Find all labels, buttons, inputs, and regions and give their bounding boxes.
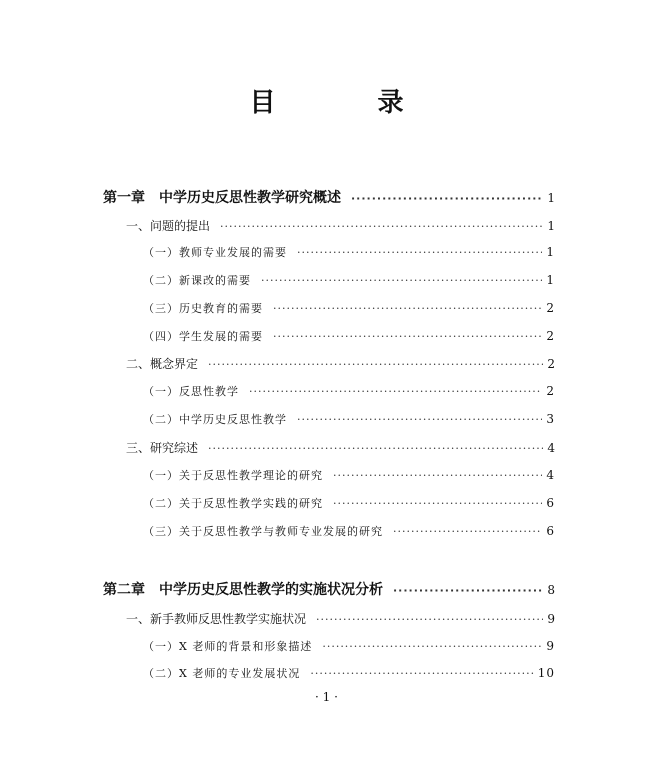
toc-entry[interactable] — [143, 272, 555, 288]
toc-entry-text: 二、概念界定 — [126, 357, 199, 371]
toc-entry-text: 一、新手教师反思性教学实施状况 — [126, 612, 307, 626]
dot-leader — [322, 640, 542, 653]
dot-leader — [316, 613, 543, 626]
page-number-footer: · 1 · — [315, 690, 338, 704]
toc-entry[interactable] — [143, 665, 555, 681]
toc-entry-text: 第一章 中学历史反思性教学研究概述 — [103, 190, 341, 206]
toc-entry[interactable] — [143, 411, 555, 427]
toc-entry-page: 8 — [547, 583, 555, 597]
dot-leader — [393, 525, 542, 538]
toc-entry-text: 三、研究综述 — [126, 441, 199, 455]
toc-entry-page: 4 — [546, 468, 555, 482]
toc-entry-text: （二）中学历史反思性教学 — [143, 413, 287, 426]
dot-leader — [208, 442, 543, 455]
toc-entry-text: （三）历史教育的需要 — [143, 302, 263, 315]
toc-entry-text: （二）X 老师的专业发展状况 — [143, 667, 301, 680]
toc-entry-page: 4 — [547, 441, 555, 455]
dot-leader — [297, 413, 542, 426]
toc-entry-text: 一、问题的提出 — [126, 219, 211, 233]
toc-entry-text: （一）关于反思性教学理论的研究 — [143, 469, 323, 482]
toc-entry-page: 2 — [546, 301, 555, 315]
toc-entry-page: 9 — [546, 639, 555, 653]
toc-entry-page: 2 — [546, 329, 555, 343]
toc-entry[interactable] — [143, 523, 555, 539]
toc-entry[interactable] — [143, 495, 555, 511]
toc-entry[interactable] — [143, 244, 555, 260]
dot-leader — [333, 469, 542, 482]
toc-entry-page: 3 — [546, 412, 555, 426]
toc-entry-text: （一）教师专业发展的需要 — [143, 246, 287, 259]
toc-entry-page: 1 — [546, 245, 555, 259]
toc-entry[interactable] — [126, 355, 555, 372]
toc-entry-page: 1 — [546, 273, 555, 287]
toc-entry[interactable] — [143, 328, 555, 344]
dot-leader — [333, 497, 542, 510]
dot-leader — [297, 246, 542, 259]
dot-leader — [351, 192, 543, 205]
dot-leader — [261, 274, 542, 287]
dot-leader — [393, 584, 543, 597]
page-title: 目 录 — [249, 88, 442, 118]
toc-entry[interactable] — [143, 638, 555, 654]
toc-entry[interactable] — [143, 300, 555, 316]
toc-entry-text: （二）关于反思性教学实践的研究 — [143, 497, 323, 510]
dot-leader — [273, 330, 542, 343]
toc-entry[interactable] — [103, 579, 555, 599]
toc-entry-text: （三）关于反思性教学与教师专业发展的研究 — [143, 525, 383, 538]
toc-entry-page: 2 — [547, 357, 555, 371]
toc-entry[interactable] — [143, 467, 555, 483]
toc-entry[interactable] — [103, 187, 555, 207]
toc-entry-page: 1 — [547, 219, 555, 233]
toc-entry-text: （四）学生发展的需要 — [143, 330, 263, 343]
toc-entry-text: 第二章 中学历史反思性教学的实施状况分析 — [103, 582, 383, 598]
toc-entry-page: 2 — [546, 384, 555, 398]
toc-entry[interactable] — [126, 610, 555, 627]
toc-entry[interactable] — [126, 217, 555, 234]
toc-entry[interactable] — [126, 439, 555, 456]
toc-entry-text: （一）X 老师的背景和形象描述 — [143, 640, 313, 653]
toc-entry-page: 9 — [547, 612, 555, 626]
toc-entry-page: 6 — [546, 524, 555, 538]
toc-entry-text: （一）反思性教学 — [143, 385, 239, 398]
dot-leader — [249, 385, 542, 398]
dot-leader — [220, 220, 543, 233]
toc-entry-page: 6 — [546, 496, 555, 510]
toc-entry-page: 10 — [537, 666, 555, 680]
dot-leader — [310, 667, 533, 680]
toc-entry-text: （二）新课改的需要 — [143, 274, 251, 287]
dot-leader — [273, 302, 542, 315]
toc-entry-page: 1 — [547, 191, 555, 205]
dot-leader — [208, 358, 543, 371]
toc-entry[interactable] — [143, 383, 555, 399]
